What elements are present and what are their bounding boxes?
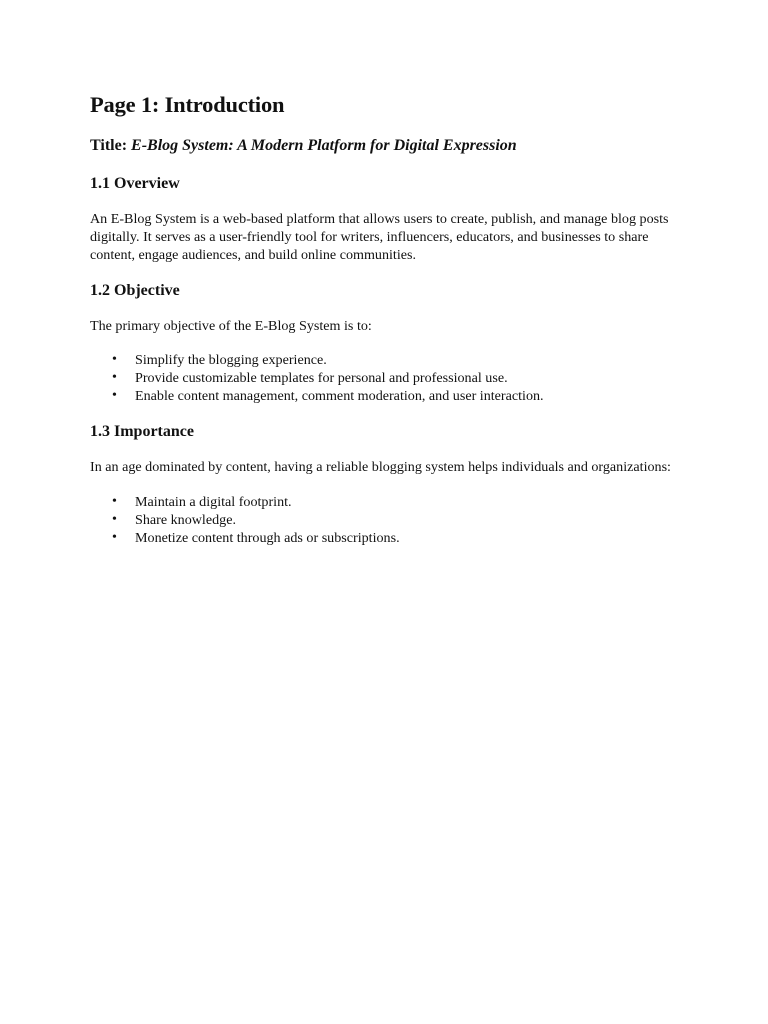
title-text: E-Blog System: A Modern Platform for Digital Expression xyxy=(131,137,517,154)
list-item xyxy=(90,369,690,387)
list-item-text: Simplify the blogging experience. xyxy=(135,351,327,368)
page-heading: Page 1: Introduction xyxy=(90,92,285,117)
document-title xyxy=(90,136,690,156)
section-heading-importance: 1.3 Importance xyxy=(90,423,194,441)
bullet-icon: • xyxy=(112,530,117,546)
list-item-text: Maintain a digital footprint. xyxy=(135,493,292,510)
section-heading-objective: 1.2 Objective xyxy=(90,281,180,299)
list-item-text: Share knowledge. xyxy=(135,511,236,528)
list-item xyxy=(90,351,690,369)
overview-paragraph: An E-Blog System is a web-based platform that allows users to create, publish, and manage blog posts digitally. It serves as a user-friendly tool for writers, influencers, educators, and businesses to share content, engage audiences, and build online communities. xyxy=(90,211,669,264)
page-content xyxy=(90,90,690,564)
bullet-icon: • xyxy=(112,493,117,509)
list-item xyxy=(90,511,690,529)
objective-list xyxy=(90,351,690,406)
importance-intro: In an age dominated by content, having a reliable blogging system helps individuals and organizations: xyxy=(90,459,671,476)
importance-list xyxy=(90,493,690,548)
list-item-text: Provide customizable templates for personal and professional use. xyxy=(135,370,508,387)
objective-intro: The primary objective of the E-Blog System is to: xyxy=(90,317,372,334)
list-item xyxy=(90,387,690,405)
list-item xyxy=(90,493,690,511)
bullet-icon: • xyxy=(112,511,117,527)
bullet-icon: • xyxy=(112,388,117,404)
list-item-text: Enable content management, comment moderation, and user interaction. xyxy=(135,388,544,405)
bullet-icon: • xyxy=(112,370,117,386)
title-prefix: Title: xyxy=(90,137,128,154)
list-item xyxy=(90,529,690,547)
bullet-icon: • xyxy=(112,351,117,367)
list-item-text: Monetize content through ads or subscriptions. xyxy=(135,530,400,547)
section-heading-overview: 1.1 Overview xyxy=(90,175,180,192)
